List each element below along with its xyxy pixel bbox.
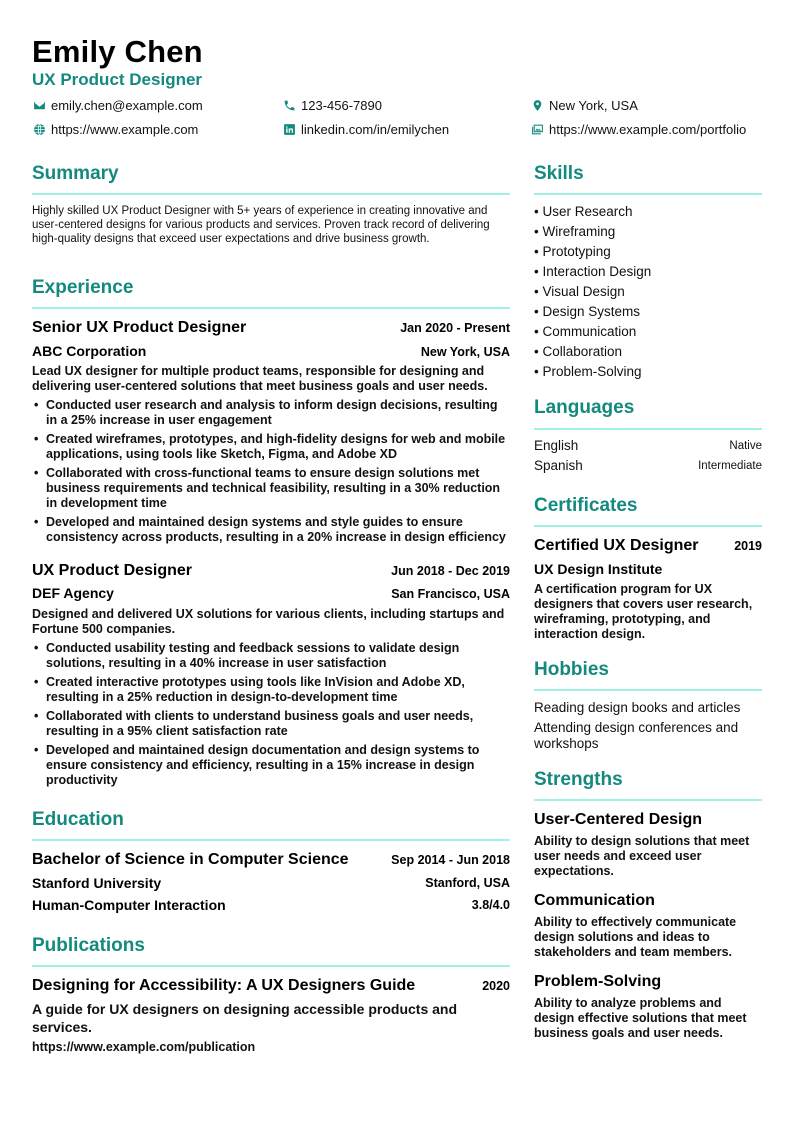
skills-heading: Skills [534,163,584,184]
education-school: Stanford University [32,875,162,891]
contact-website-text: https://www.example.com [51,122,199,137]
skill-item: • Interaction Design [534,262,762,282]
hobby-item: Attending design conferences and workshops [534,720,739,751]
job-description: Designed and delivered UX solutions for various clients, including startups and Fortune 500 companies. [32,607,505,636]
language-level: Intermediate [698,460,762,472]
contact-portfolio[interactable] [530,122,746,137]
education-degree: Bachelor of Science in Computer Science [32,851,349,868]
education-divider [32,839,510,841]
job-title: UX Product Designer [32,562,193,579]
skill-item: • Communication [534,322,762,342]
language-level: Native [729,440,762,452]
phone-icon [282,99,296,113]
experience-divider [32,307,510,309]
education-gpa: 3.8/4.0 [471,898,510,912]
skill-item: • Wireframing [534,222,762,242]
certificates-heading: Certificates [534,495,638,516]
skill-item: • Problem-Solving [534,362,762,382]
job-bullet: • Created wireframes, prototypes, and high-fidelity designs for web and mobile applications, using tools like Sketch, Figma, and Adobe XD [32,432,510,462]
skill-item: • User Research [534,202,762,222]
publication-year: 2020 [482,979,510,993]
contact-email-text: emily.chen@example.com [51,98,203,113]
publications-divider [32,965,510,967]
contact-location [530,98,638,113]
languages-heading: Languages [534,397,635,418]
skills-list [534,202,762,382]
job-bullet: • Conducted usability testing and feedback sessions to validate design solutions, resulting in a 40% increase in user satisfaction [32,641,510,671]
job-bullet: • Collaborated with cross-functional teams to ensure design solutions met business requirements and technical feasibility, resulting in a 30% reduction in development time [32,466,510,511]
contact-phone[interactable] [282,98,382,113]
education-heading: Education [32,809,124,830]
job-bullet: • Conducted user research and analysis to inform design decisions, resulting in a 25% increase in user engagement [32,398,510,428]
language-name: Spanish [534,458,583,473]
publication-link[interactable]: https://www.example.com/publication [32,1040,256,1054]
strength-description: Ability to design solutions that meet user needs and exceed user expectations. [534,834,750,878]
job-company: DEF Agency [32,585,114,601]
skill-item: • Design Systems [534,302,762,322]
candidate-name: Emily Chen [32,34,203,69]
certificate-year: 2019 [734,539,762,553]
hobby-item: Reading design books and articles [534,700,741,715]
language-row [534,438,762,453]
summary-text: Highly skilled UX Product Designer with 5+ years of experience in creating innovative and user-centered designs for various products and services. Proven track record of delivering high-quality designs that exceed user expectations and drive business growth. [32,205,490,245]
language-row [534,458,762,473]
skill-item: • Prototyping [534,242,762,262]
contact-portfolio-text: https://www.example.com/portfolio [549,122,747,137]
skill-item: • Collaboration [534,342,762,362]
education-date: Sep 2014 - Jun 2018 [391,853,510,867]
strength-name: Communication [534,892,655,909]
skill-item: • Visual Design [534,282,762,302]
languages-divider [534,428,762,430]
strength-description: Ability to analyze problems and design effective solutions that meet business goals and user needs. [534,996,747,1040]
job-bullet: • Developed and maintained design systems and style guides to ensure consistency across products, resulting in a 20% increase in design efficiency [32,515,510,545]
strength-name: User-Centered Design [534,811,703,828]
contact-location-text: New York, USA [549,98,638,113]
job-bullet: • Created interactive prototypes using tools like InVision and Adobe XD, resulting in a 25% reduction in design-to-development time [32,675,510,705]
skills-divider [534,193,762,195]
contact-email[interactable] [32,98,203,113]
strength-description: Ability to effectively communicate design solutions and ideas to stakeholders and team members. [534,915,737,959]
location-pin-icon [530,99,544,113]
language-name: English [534,438,579,453]
linkedin-icon [282,123,296,137]
summary-heading: Summary [32,163,119,184]
contact-linkedin[interactable] [282,122,449,137]
job-location: San Francisco, USA [391,587,510,601]
summary-divider [32,193,510,195]
certificate-description: A certification program for UX designers that covers user research, wireframing, prototyping, and interaction design. [534,582,753,641]
strength-name: Problem-Solving [534,973,662,990]
portfolio-icon [530,123,544,137]
globe-icon [32,123,46,137]
job-bullets [32,398,510,549]
publication-description: A guide for UX designers on designing accessible products and services. [32,1001,458,1035]
job-date: Jan 2020 - Present [400,321,510,335]
certificate-issuer: UX Design Institute [534,561,663,577]
job-company: ABC Corporation [32,343,147,359]
publication-title: Designing for Accessibility: A UX Designers Guide [32,977,416,994]
strengths-heading: Strengths [534,769,623,790]
publications-heading: Publications [32,935,145,956]
contact-linkedin-text: linkedin.com/in/emilychen [301,122,450,137]
certificates-divider [534,525,762,527]
education-field: Human-Computer Interaction [32,897,226,913]
education-location: Stanford, USA [425,876,510,890]
job-bullet: • Developed and maintained design documentation and design systems to ensure consistency and efficiency, resulting in a 15% increase in design productivity [32,743,510,788]
job-bullet: • Collaborated with clients to understand business goals and user needs, resulting in a 95% client satisfaction rate [32,709,510,739]
hobbies-heading: Hobbies [534,659,609,680]
contact-website[interactable] [32,122,198,137]
job-bullets [32,641,510,792]
contact-phone-text: 123-456-7890 [301,98,382,113]
job-date: Jun 2018 - Dec 2019 [391,564,510,578]
job-location: New York, USA [420,345,510,359]
candidate-role: UX Product Designer [32,70,203,89]
hobbies-divider [534,689,762,691]
job-title: Senior UX Product Designer [32,319,247,336]
experience-heading: Experience [32,277,134,298]
certificate-name: Certified UX Designer [534,537,699,554]
strengths-divider [534,799,762,801]
email-icon [32,99,46,113]
job-description: Lead UX designer for multiple product teams, responsible for designing and delivering user-centered solutions that meet business goals and user needs. [32,364,488,393]
